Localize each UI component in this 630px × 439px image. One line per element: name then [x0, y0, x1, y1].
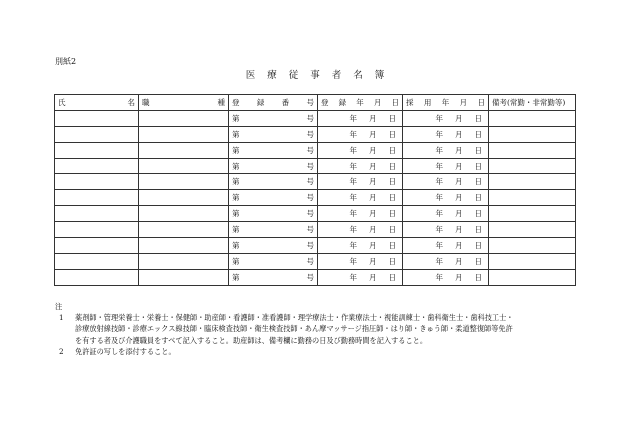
- cell-registration-date: [318, 158, 403, 174]
- header-char: 年: [441, 97, 450, 107]
- cell-hire-date: [403, 142, 489, 158]
- date-month: 月: [369, 225, 377, 235]
- cell-hire-date: [403, 126, 489, 142]
- cell-registration-date: [318, 206, 403, 222]
- cell-occupation: [139, 142, 229, 158]
- reg-prefix: 第: [232, 225, 240, 235]
- date-year: 年: [435, 240, 443, 250]
- date-month: 月: [369, 272, 377, 282]
- date-day: 日: [388, 113, 396, 123]
- reg-prefix: 第: [232, 209, 240, 219]
- cell-registration-date: [318, 269, 403, 285]
- date-year: 年: [349, 113, 357, 123]
- date-year: 年: [435, 272, 443, 282]
- reg-suffix: 号: [306, 129, 314, 139]
- date-year: 年: [435, 161, 443, 171]
- header-char: 年: [356, 97, 364, 107]
- header-char: 登: [321, 97, 329, 107]
- reg-prefix: 第: [232, 145, 240, 155]
- date-month: 月: [369, 240, 377, 250]
- header-char: 職: [142, 97, 150, 107]
- cell-hire-date: [403, 110, 489, 126]
- date-day: 日: [474, 225, 482, 235]
- note-number: 1: [59, 313, 64, 323]
- cell-occupation: [139, 206, 229, 222]
- cell-remarks: [489, 142, 576, 158]
- cell-registration-no: [229, 126, 318, 142]
- cell-registration-date: [318, 238, 403, 254]
- date-day: 日: [388, 177, 396, 187]
- cell-remarks: [489, 269, 576, 285]
- date-month: 月: [369, 129, 377, 139]
- header-char: 種: [217, 97, 225, 107]
- header-char: 用: [423, 97, 432, 107]
- cell-remarks: [489, 238, 576, 254]
- header-occupation: [139, 95, 229, 111]
- table-row: [55, 158, 576, 174]
- title-char: 者: [331, 70, 342, 81]
- cell-remarks: [489, 253, 576, 269]
- date-month: 月: [369, 209, 377, 219]
- cell-occupation: [139, 174, 229, 190]
- date-year: 年: [435, 113, 443, 123]
- cell-name: [55, 110, 139, 126]
- date-year: 年: [349, 209, 357, 219]
- cell-registration-date: [318, 174, 403, 190]
- header-char: 月: [459, 97, 468, 107]
- note-number: 2: [59, 346, 64, 356]
- date-day: 日: [474, 272, 482, 282]
- date-day: 日: [474, 240, 482, 250]
- note-text: 免許証の写しを添付すること。: [75, 346, 176, 356]
- cell-remarks: [489, 206, 576, 222]
- header-char: 氏: [58, 97, 66, 107]
- reg-suffix: 号: [306, 240, 314, 250]
- date-day: 日: [388, 225, 396, 235]
- notes-heading: 注: [55, 302, 63, 311]
- date-month: 月: [369, 177, 377, 187]
- table-row: [55, 142, 576, 158]
- page-title: [0, 67, 630, 81]
- reg-prefix: 第: [232, 177, 240, 187]
- date-year: 年: [349, 272, 357, 282]
- cell-registration-no: [229, 142, 318, 158]
- header-row: [55, 95, 576, 111]
- date-day: 日: [474, 145, 482, 155]
- date-month: 月: [455, 145, 463, 155]
- header-name: [55, 95, 139, 111]
- title-char: 療: [267, 70, 277, 81]
- cell-hire-date: [403, 174, 489, 190]
- reg-suffix: 号: [306, 272, 314, 282]
- cell-registration-date: [318, 110, 403, 126]
- header-char: 録: [338, 97, 347, 107]
- title-char: 従: [288, 70, 299, 81]
- form-number: 別紙2: [55, 57, 77, 66]
- header-char: 登: [232, 97, 240, 107]
- header-char: 採: [406, 97, 414, 107]
- cell-name: [55, 206, 139, 222]
- header-char: 月: [373, 97, 382, 107]
- date-year: 年: [435, 193, 443, 203]
- date-month: 月: [369, 161, 377, 171]
- note-item: [55, 346, 575, 357]
- date-year: 年: [349, 256, 357, 266]
- cell-registration-no: [229, 253, 318, 269]
- date-month: 月: [455, 209, 463, 219]
- note-item: [55, 312, 575, 346]
- cell-registration-no: [229, 110, 318, 126]
- cell-registration-no: [229, 158, 318, 174]
- title-char: 簿: [374, 70, 385, 81]
- date-year: 年: [435, 177, 443, 187]
- cell-occupation: [139, 222, 229, 238]
- date-year: 年: [349, 145, 357, 155]
- date-year: 年: [349, 161, 357, 171]
- date-year: 年: [435, 256, 443, 266]
- title-char: 名: [353, 70, 363, 81]
- date-year: 年: [435, 209, 443, 219]
- reg-suffix: 号: [306, 209, 314, 219]
- date-year: 年: [349, 225, 357, 235]
- date-month: 月: [455, 256, 463, 266]
- cell-hire-date: [403, 158, 489, 174]
- header-registration-date: [318, 95, 403, 111]
- cell-registration-date: [318, 126, 403, 142]
- date-day: 日: [388, 272, 396, 282]
- cell-hire-date: [403, 222, 489, 238]
- reg-suffix: 号: [306, 177, 314, 187]
- cell-occupation: [139, 158, 229, 174]
- cell-registration-no: [229, 269, 318, 285]
- date-year: 年: [349, 129, 357, 139]
- date-day: 日: [474, 209, 482, 219]
- date-day: 日: [388, 256, 396, 266]
- cell-occupation: [139, 110, 229, 126]
- reg-prefix: 第: [232, 161, 240, 171]
- date-day: 日: [388, 129, 396, 139]
- cell-registration-no: [229, 174, 318, 190]
- table-row: [55, 222, 576, 238]
- reg-prefix: 第: [232, 240, 240, 250]
- cell-occupation: [139, 253, 229, 269]
- cell-name: [55, 142, 139, 158]
- header-remarks: 備考(常勤・非常勤等): [489, 95, 576, 111]
- date-month: 月: [455, 177, 463, 187]
- reg-prefix: 第: [232, 256, 240, 266]
- header-char: 名: [127, 97, 135, 107]
- cell-occupation: [139, 269, 229, 285]
- cell-remarks: [489, 158, 576, 174]
- date-day: 日: [474, 193, 482, 203]
- cell-registration-no: [229, 222, 318, 238]
- reg-suffix: 号: [306, 145, 314, 155]
- cell-occupation: [139, 126, 229, 142]
- table-row: [55, 126, 576, 142]
- date-year: 年: [435, 145, 443, 155]
- reg-prefix: 第: [232, 193, 240, 203]
- cell-registration-date: [318, 142, 403, 158]
- cell-registration-no: [229, 238, 318, 254]
- table-row: [55, 269, 576, 285]
- cell-name: [55, 253, 139, 269]
- table-row: [55, 174, 576, 190]
- date-year: 年: [435, 225, 443, 235]
- date-day: 日: [474, 129, 482, 139]
- cell-registration-date: [318, 190, 403, 206]
- reg-prefix: 第: [232, 113, 240, 123]
- date-month: 月: [455, 240, 463, 250]
- date-month: 月: [369, 145, 377, 155]
- cell-remarks: [489, 190, 576, 206]
- cell-remarks: [489, 110, 576, 126]
- cell-hire-date: [403, 190, 489, 206]
- date-month: 月: [369, 193, 377, 203]
- cell-remarks: [489, 174, 576, 190]
- table-row: [55, 253, 576, 269]
- cell-name: [55, 269, 139, 285]
- note-text: 薬剤師・管理栄養士・栄養士・保健師・助産師・看護師・准看護師・理学療法士・作業療法士・視能訓練士・歯科衛生士・歯科技工士・ 診療放射線技師・診療エックス線技師・臨床検査技師・衛生検査技師・あん摩マッサージ指圧師・はり師・きゅう師・柔道整復師等免許 を有する者及び介護職員をすべて記入すること。助産師は、備考欄に勤務の日及び勤務時間を記入すること。: [75, 313, 514, 345]
- date-day: 日: [388, 145, 396, 155]
- date-day: 日: [474, 113, 482, 123]
- title-char: 事: [310, 70, 320, 81]
- cell-registration-date: [318, 222, 403, 238]
- notes: [55, 301, 575, 357]
- date-month: 月: [455, 161, 463, 171]
- header-char: 日: [477, 97, 485, 107]
- reg-suffix: 号: [306, 225, 314, 235]
- date-month: 月: [455, 113, 463, 123]
- reg-prefix: 第: [232, 129, 240, 139]
- header-char: 日: [391, 97, 399, 107]
- cell-hire-date: [403, 206, 489, 222]
- table-row: [55, 110, 576, 126]
- header-char: 番: [281, 97, 290, 107]
- reg-suffix: 号: [306, 113, 314, 123]
- cell-occupation: [139, 190, 229, 206]
- cell-hire-date: [403, 238, 489, 254]
- cell-remarks: [489, 222, 576, 238]
- date-day: 日: [474, 256, 482, 266]
- cell-name: [55, 190, 139, 206]
- title-char: 医: [245, 70, 256, 81]
- cell-registration-date: [318, 253, 403, 269]
- reg-suffix: 号: [306, 256, 314, 266]
- cell-name: [55, 222, 139, 238]
- table-row: [55, 238, 576, 254]
- date-day: 日: [388, 240, 396, 250]
- header-registration-no: [229, 95, 318, 111]
- staff-register-table: [54, 94, 576, 286]
- cell-name: [55, 126, 139, 142]
- reg-prefix: 第: [232, 272, 240, 282]
- date-day: 日: [474, 177, 482, 187]
- table-row: [55, 206, 576, 222]
- header-char: 録: [256, 97, 265, 107]
- date-month: 月: [455, 225, 463, 235]
- date-month: 月: [369, 113, 377, 123]
- reg-suffix: 号: [306, 193, 314, 203]
- date-month: 月: [455, 272, 463, 282]
- date-year: 年: [349, 177, 357, 187]
- table-row: [55, 190, 576, 206]
- header-hire-date: [403, 95, 489, 111]
- cell-occupation: [139, 238, 229, 254]
- cell-remarks: [489, 126, 576, 142]
- date-year: 年: [435, 129, 443, 139]
- date-month: 月: [455, 193, 463, 203]
- cell-hire-date: [403, 269, 489, 285]
- cell-registration-no: [229, 190, 318, 206]
- reg-suffix: 号: [306, 161, 314, 171]
- date-day: 日: [388, 209, 396, 219]
- date-month: 月: [369, 256, 377, 266]
- header-char: 号: [306, 97, 314, 107]
- cell-hire-date: [403, 253, 489, 269]
- date-month: 月: [455, 129, 463, 139]
- cell-name: [55, 238, 139, 254]
- cell-registration-no: [229, 206, 318, 222]
- date-day: 日: [474, 161, 482, 171]
- date-year: 年: [349, 193, 357, 203]
- cell-name: [55, 174, 139, 190]
- date-day: 日: [388, 193, 396, 203]
- cell-name: [55, 158, 139, 174]
- date-day: 日: [388, 161, 396, 171]
- date-year: 年: [349, 240, 357, 250]
